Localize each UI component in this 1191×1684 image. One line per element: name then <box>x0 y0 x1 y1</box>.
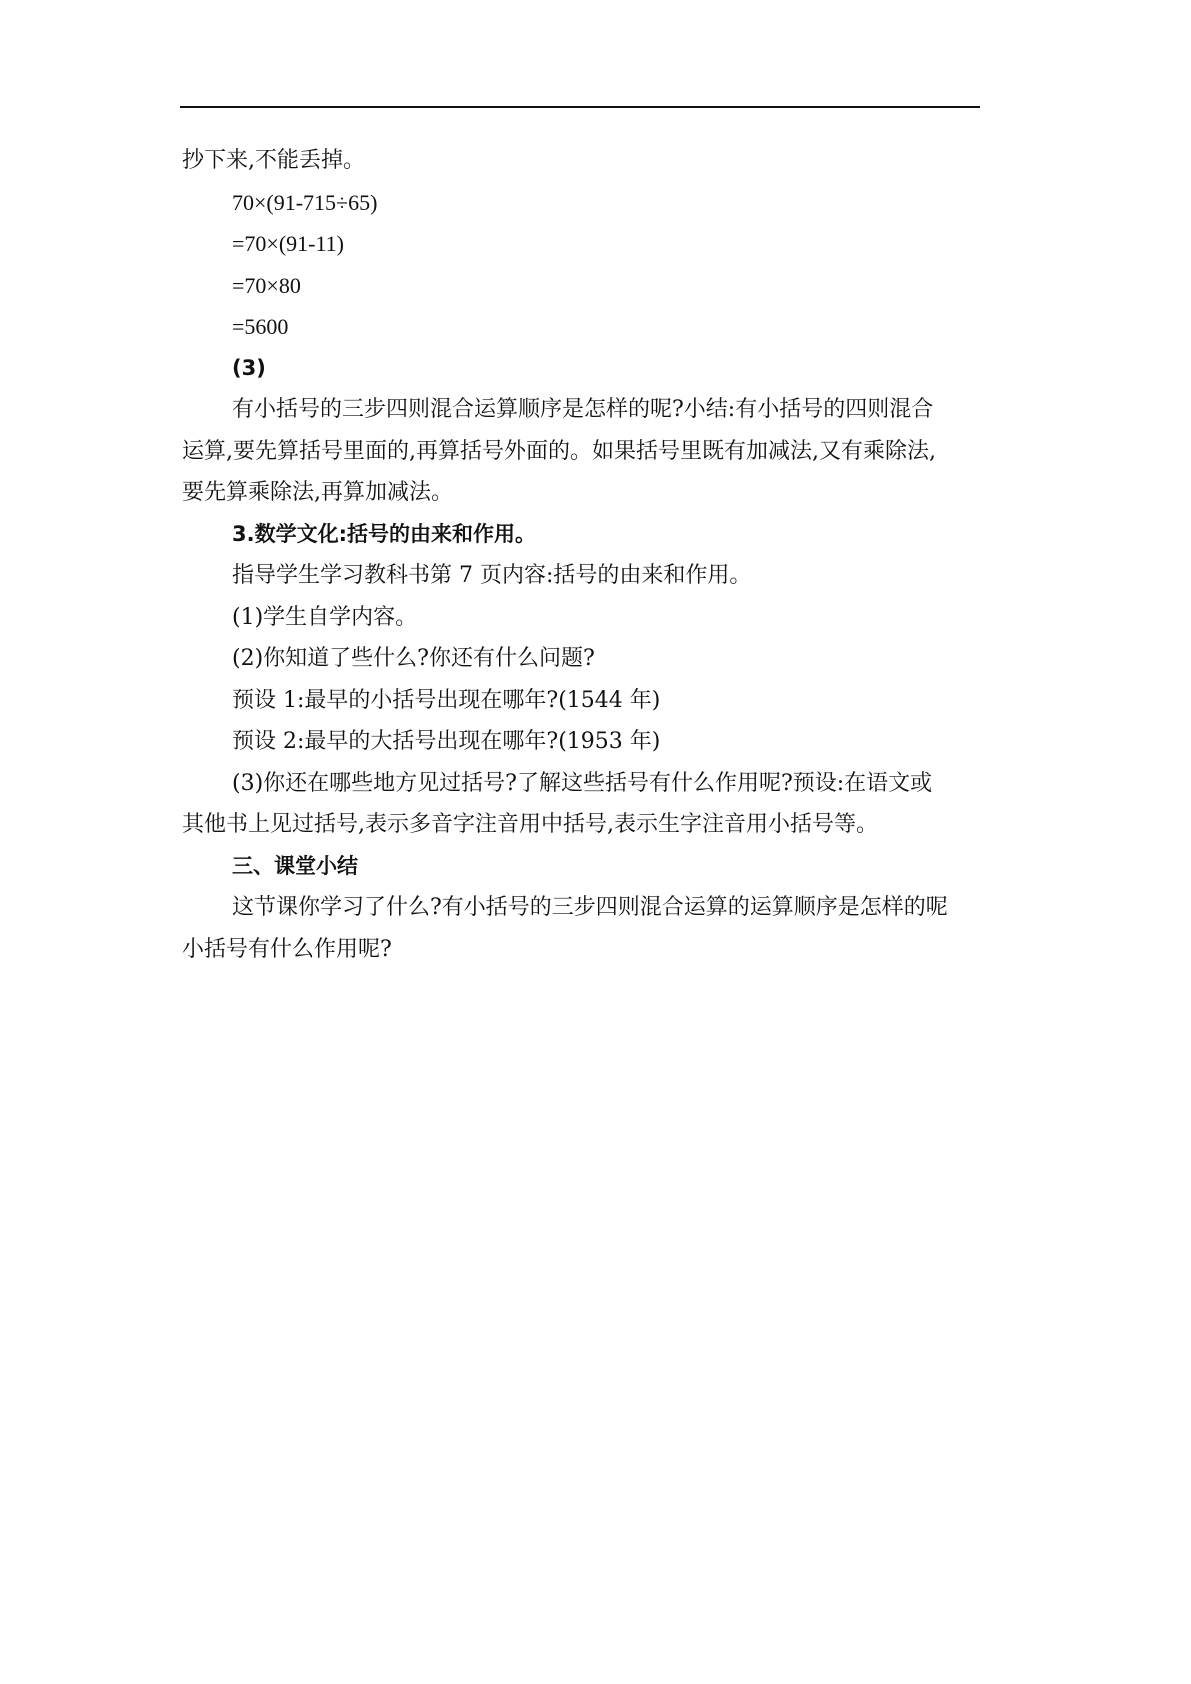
section-heading: 3.数学文化:括号的由来和作用。 <box>232 521 536 546</box>
paragraph-line: 指导学生学习教科书第 7 页内容:括号的由来和作用。 <box>232 563 752 588</box>
list-item: 预设 2:最早的大括号出现在哪年?(1953 年) <box>232 729 661 754</box>
paragraph-line: 有小括号的三步四则混合运算顺序是怎样的呢?小结:有小括号的四则混合 <box>232 397 934 422</box>
paragraph-line: 其他书上见过括号,表示多音字注音用中括号,表示生字注音用小括号等。 <box>182 812 878 837</box>
list-item: (2)你知道了些什么?你还有什么问题? <box>232 646 595 671</box>
list-item: (3)你还在哪些地方见过括号?了解这些括号有什么作用呢?预设:在语文或 <box>232 770 933 796</box>
equation-line: =70×80 <box>232 272 301 298</box>
document-body <box>182 140 1022 970</box>
equation-line: =5600 <box>232 314 289 339</box>
paragraph-line: 小括号有什么作用呢? <box>182 936 392 962</box>
header-rule <box>180 106 980 108</box>
paragraph-line: 要先算乘除法,再算加减法。 <box>182 480 453 505</box>
list-item: 预设 1:最早的小括号出现在哪年?(1544 年) <box>232 687 661 713</box>
equation-line: =70×(91-11) <box>232 231 344 256</box>
list-item: (1)学生自学内容。 <box>232 604 418 630</box>
sub-item-label: (3) <box>232 355 266 380</box>
section-heading: 三、课堂小结 <box>232 853 358 878</box>
paragraph-line: 运算,要先算括号里面的,再算括号外面的。如果括号里既有加减法,又有乘除法, <box>182 438 936 464</box>
paragraph-line: 这节课你学习了什么?有小括号的三步四则混合运算的运算顺序是怎样的呢 <box>232 895 948 920</box>
equation-line: 70×(91-715÷65) <box>232 189 378 215</box>
paragraph-line: 抄下来,不能丢掉。 <box>182 148 365 173</box>
